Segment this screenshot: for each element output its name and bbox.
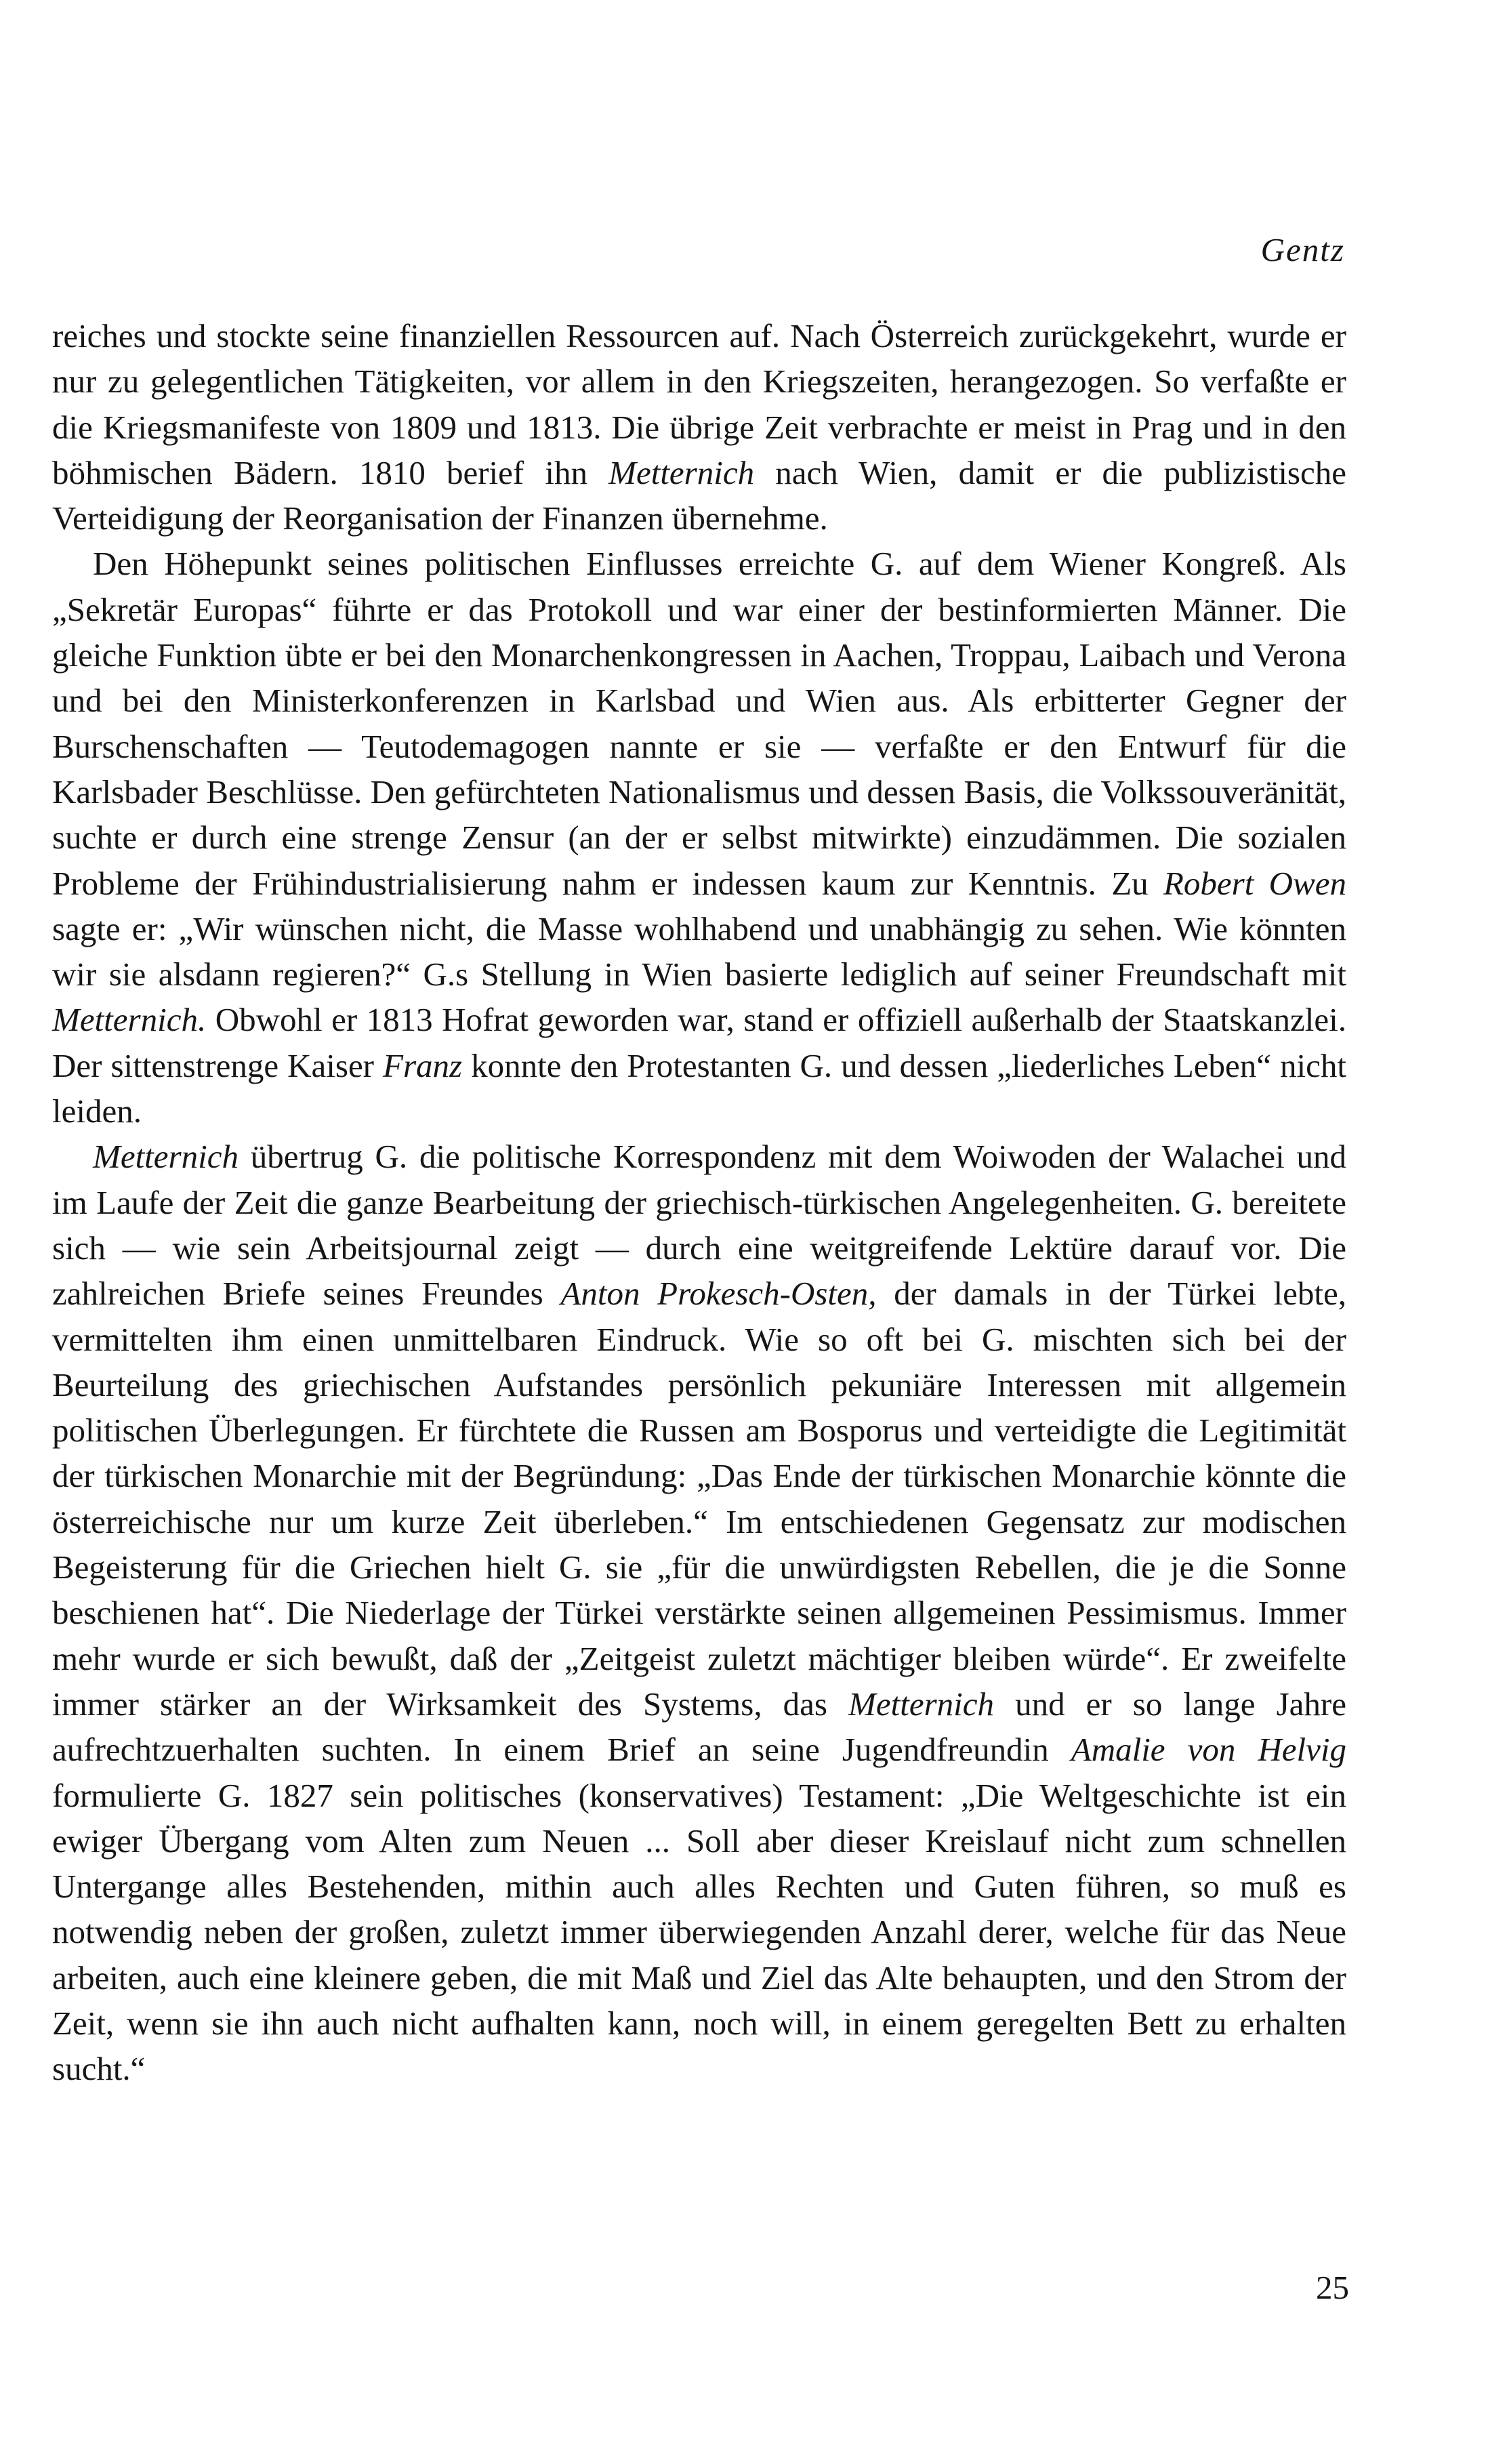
page-number: 25 xyxy=(1316,2269,1349,2306)
text-run: konnte den Protestanten G. und dessen „liederliches Leben“ nicht leiden. xyxy=(52,1046,1346,1130)
person-name: Amalie von Helvig xyxy=(1071,1731,1346,1769)
person-name: Metternich xyxy=(848,1685,995,1723)
person-name: Metternich. xyxy=(52,1001,207,1039)
text-run: reiches und stockte seine finanziellen Ressourcen auf. Nach Österreich zurückgekehrt, wurde er nur zu gelegentlichen Tätigkeiten, vor allem in den Kriegszeiten, herangezogen. So verfaßte er die Kriegsmanifeste von 1809 und 1813. Die übrige Zeit verbrachte er meist in Prag und in den böhmischen Bädern. 1810 berief ihn xyxy=(52,317,1346,491)
body-text xyxy=(52,313,1346,2092)
text-run: Den Höhepunkt seines politischen Einflusses erreichte G. auf dem Wiener Kongreß. Als „Sekretär Europas“ führte er das Protokoll und war einer der bestinformierten Männer. Die gleiche Funktion übte er bei den Monarchenkongressen in Aachen, Troppau, Laibach und Verona und bei den Ministerkonferenzen in Karlsbad und Wien aus. Als erbitterter Gegner der Burschenschaften — Teutodemagogen nannte er sie — verfaßte er den Entwurf für die Karlsbader Beschlüsse. Den gefürchteten Nationalismus und dessen Basis, die Volkssouveränität, suchte er durch eine strenge Zensur (an der er selbst mitwirkte) einzudämmen. Die sozialen Probleme der Frühindustrialisierung nahm er indessen kaum zur Kenntnis. Zu xyxy=(52,545,1346,902)
text-run: nach Wien, damit er die publizistische Verteidigung der Reorganisation der Finanzen übernehme. xyxy=(52,453,1346,537)
paragraph-1 xyxy=(52,313,1346,541)
paragraph-2 xyxy=(52,541,1346,1134)
running-title: Gentz xyxy=(1260,231,1345,268)
person-name: Metternich xyxy=(608,453,755,491)
text-run: formulierte G. 1827 sein politisches (konservatives) Testament: „Die Weltgeschichte ist ein ewiger Übergang vom Alten zum Neuen ... Soll aber dieser Kreislauf nicht zum schnellen Untergange alles Bestehenden, mithin auch alles Rechten und Guten führen, so muß es notwendig neben der großen, zuletzt immer überwiegenden Anzahl derer, welche für das Neue arbeiten, auch eine kleinere geben, die mit Maß und Ziel das Alte behaupten, und den Strom der Zeit, wenn sie ihn auch nicht aufhalten kann, noch will, in einem geregelten Bett zu erhalten sucht.“ xyxy=(52,1776,1346,2088)
paragraph-3 xyxy=(52,1134,1346,2091)
text-run: sagte er: „Wir wünschen nicht, die Masse wohlhabend und unabhängig zu sehen. Wie könnten wir sie alsdann regieren?“ G.s Stellung in Wien basierte lediglich auf seiner Freundschaft mit xyxy=(52,909,1346,993)
person-name: Metternich xyxy=(93,1138,239,1176)
text-run: und er so lange Jahre aufrechtzuerhalten suchten. In einem Brief an seine Jugendfreundin xyxy=(52,1685,1346,1769)
person-name: Anton Prokesch-Osten, xyxy=(560,1275,877,1313)
person-name: Robert Owen xyxy=(1163,864,1346,902)
person-name: Franz xyxy=(383,1046,463,1084)
text-run: Obwohl er 1813 Hofrat geworden war, stand er offiziell außerhalb der Staatskanzlei. Der sittenstrenge Kaiser xyxy=(52,1001,1346,1084)
text-run: übertrug G. die politische Korrespondenz mit dem Woiwoden der Walachei und im Laufe der Zeit die ganze Bearbeitung der griechisch-türkischen Angelegenheiten. G. bereitete sich — wie sein Arbeitsjournal zeigt — durch eine weitgreifende Lektüre darauf vor. Die zahlreichen Briefe seines Freundes xyxy=(52,1138,1346,1313)
text-run: der damals in der Türkei lebte, vermittelten ihm einen unmittelbaren Eindruck. Wie so oft bei G. mischten sich bei der Beurteilung des griechischen Aufstandes persönlich pekuniäre Interessen mit allgemein politischen Überlegungen. Er fürchtete die Russen am Bosporus und verteidigte die Legitimität der türkischen Monarchie mit der Begründung: „Das Ende der türkischen Monarchie könnte die österreichische nur um kurze Zeit überleben.“ Im entschiedenen Gegensatz zur modischen Begeisterung für die Griechen hielt G. sie „für die unwürdigsten Rebellen, die je die Sonne beschienen hat“. Die Niederlage der Türkei verstärkte seinen allgemeinen Pessimismus. Immer mehr wurde er sich bewußt, daß der „Zeitgeist zuletzt mächtiger bleiben würde“. Er zweifelte immer stärker an der Wirksamkeit des Systems, das xyxy=(52,1275,1346,1723)
